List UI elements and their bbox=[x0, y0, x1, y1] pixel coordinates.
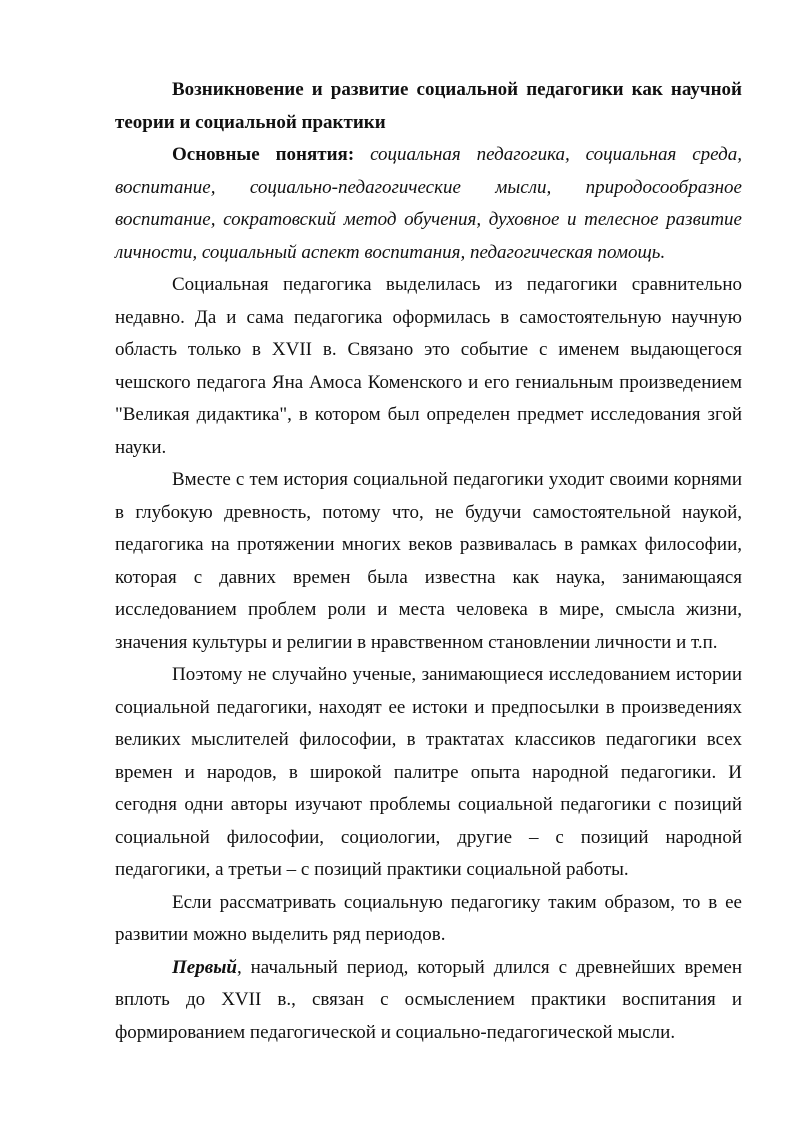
paragraph: Социальная педагогика выделилась из педагогики сравнительно недавно. Да и сама педагогика оформилась в самостоятельную научную область только в XVII в. Связано это событие с именем выдающегося чешского педагога Яна Амоса Коменского и его гениальным произведением "Великая дидактика", в котором был определен предмет исследования згой науки. bbox=[115, 274, 742, 458]
key-concepts-list: социальная педагогика, социальная среда, воспитание, социально-педагогические мысли, природосообразное воспитание, сократовский метод обучения, духовное и телесное развитие личности, социальный аспект воспитания, педагогическая помощь. bbox=[115, 144, 742, 263]
paragraph: Поэтому не случайно ученые, занимающиеся исследованием истории социальной педагогики, находят ее истоки и предпосылки в произведениях великих мыслителей философии, в трактатах классиков педагогики всех времен и народов, в широкой палитре опыта народной педагогики. И сегодня одни авторы изучают проблемы социальной педагогики с позиций социальной философии, социологии, другие – с позиций народной педагогики, а третьи – с позиций практики социальной работы. bbox=[115, 664, 742, 880]
key-concepts-label: Основные понятия: bbox=[172, 144, 355, 165]
section-title: Возникновение и развитие социальной педагогики как научной теории и социальной практики bbox=[115, 79, 742, 133]
period-description: , начальный период, который длился с древнейших времен вплоть до XVII в., связан с осмыслением практики воспитания и формированием педагогической и социально-педагогической мысли. bbox=[115, 956, 742, 1043]
paragraph-first-period bbox=[115, 952, 742, 1050]
document-page bbox=[115, 74, 742, 1049]
paragraph: Вместе с тем история социальной педагогики уходит своими корнями в глубокую древность, потому что, не будучи самостоятельной наукой, педагогика на протяжении многих веков развивалась в рамках философии, которая с давних времен была известна как наука, занимающаяся исследованием проблем роли и места человека в мире, смысла жизни, значения культуры и религии в нравственном становлении личности и т.п. bbox=[115, 469, 742, 653]
key-concepts bbox=[115, 139, 742, 269]
paragraph: Если рассматривать социальную педагогику таким образом, то в ее развитии можно выделить ряд периодов. bbox=[115, 891, 742, 945]
period-lead-word: Первый bbox=[172, 956, 237, 978]
